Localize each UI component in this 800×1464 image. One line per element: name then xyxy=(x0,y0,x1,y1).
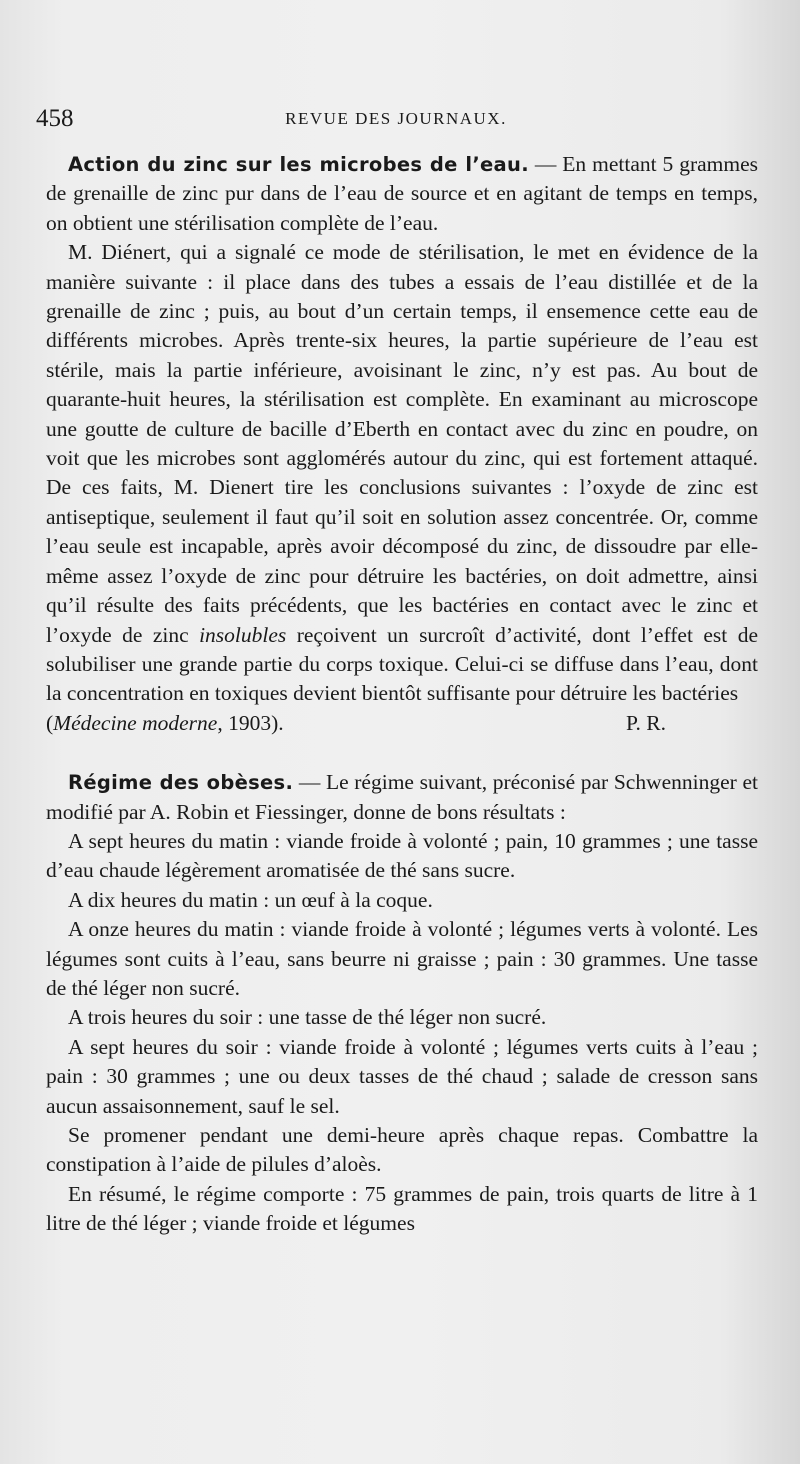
article-zinc-text-part-1: M. Diénert, qui a signalé ce mode de stérilisation, le met en évidence de la manière suivante : il place dans des tubes a essais de l’eau distillée et de la grenaille de zinc ; puis, au bout d’un certain temps, il ensemence cette eau de différents microbes. Après trente-six heures, la partie supérieure de l’eau est stérile, mais la partie inférieure, avoisinant le zinc, n’y est pas. Au bout de quarante-huit heures, la stérilisation est complète. En examinant au microscope une goutte de culture de bacille d’Eberth en contact avec du zinc en poudre, on voit que les microbes sont agglomérés autour du zinc, qui est fortement attaqué. De ces faits, M. Dienert tire les conclusions suivantes : l’oxyde de zinc est antiseptique, seulement il faut qu’il soit en solution assez concentrée. Or, comme l’eau seule est incapable, après avoir décomposé du zinc, de dissoudre par elle-même assez l’oxyde de zinc pour détruire les bactéries, on doit admettre, ainsi qu’il résulte des faits précédents, que les bactéries en contact avec le zinc et l’oxyde de zinc xyxy=(46,240,758,647)
section-spacer xyxy=(46,738,758,768)
article-obesity-intro-text: — Le régime suivant, préconisé par Schwenninger et modifié par A. Robin et Fiessinger, donne de bons résultats : xyxy=(46,770,759,824)
diet-paragraph: A dix heures du matin : un œuf à la coque. xyxy=(68,887,433,912)
author-signature: P. R. xyxy=(625,710,666,735)
article-zinc-citation-line xyxy=(46,709,758,738)
article-zinc-intro xyxy=(46,150,758,238)
diet-paragraph: A sept heures du soir : viande froide à volonté ; légumes verts cuits à l’eau ; pain : 30 grammes ; une ou deux tasses de thé chaud ; salade de cresson sans aucun assaisonnement, sauf le sel. xyxy=(46,1034,758,1118)
diet-paragraph: Se promener pendant une demi-heure après chaque repas. Combattre la constipation à l’aide de pilules d’aloès. xyxy=(46,1123,758,1177)
article-obesity-intro xyxy=(46,768,758,827)
page-header xyxy=(36,104,756,134)
citation-source: Médecine moderne xyxy=(53,710,218,735)
article-zinc-text-part-2: reçoivent un surcroît d’activité, dont l’effet est de solubiliser une grande partie du corps toxique. Celui-ci se diffuse dans l’eau, dont la concentration en toxiques devient bientôt suffisante pour détruire les bactéries xyxy=(46,622,758,706)
citation xyxy=(46,709,284,738)
citation-close: , 1903). xyxy=(217,710,284,735)
diet-summary-paragraph: En résumé, le régime comporte : 75 grammes de pain, trois quarts de litre à 1 litre de thé léger ; viande froide et légumes xyxy=(46,1181,758,1236)
article-zinc-title: Action du zinc sur les microbes de l’eau. xyxy=(68,153,529,176)
diet-paragraph: A onze heures du matin : viande froide à volonté ; légumes verts à volonté. Les légumes sont cuits à l’eau, sans beurre ni graisse ; pain : 30 grammes. Une tasse de thé léger non sucré. xyxy=(46,917,758,1000)
diet-paragraph: A sept heures du matin : viande froide à volonté ; pain, 10 grammes ; une tasse d’eau chaude légèrement aromatisée de thé sans sucre. xyxy=(46,828,758,883)
article-obesity-title: Régime des obèses. xyxy=(68,771,294,795)
citation-open: ( xyxy=(46,710,54,735)
article-zinc-intro-text: — En mettant 5 grammes de grenaille de zinc pur dans de l’eau de source et en agitant de temps en temps, on obtient une stérilisation complète de l’eau. xyxy=(46,152,759,235)
article-zinc-paragraph xyxy=(46,238,758,709)
page-number: 458 xyxy=(36,105,74,132)
diet-paragraph: A trois heures du soir : une tasse de thé léger non sucré. xyxy=(68,1005,547,1030)
italic-term: insolubles xyxy=(199,622,287,647)
running-head: REVUE DES JOURNAUX. xyxy=(285,109,507,128)
page-body xyxy=(46,150,758,1239)
